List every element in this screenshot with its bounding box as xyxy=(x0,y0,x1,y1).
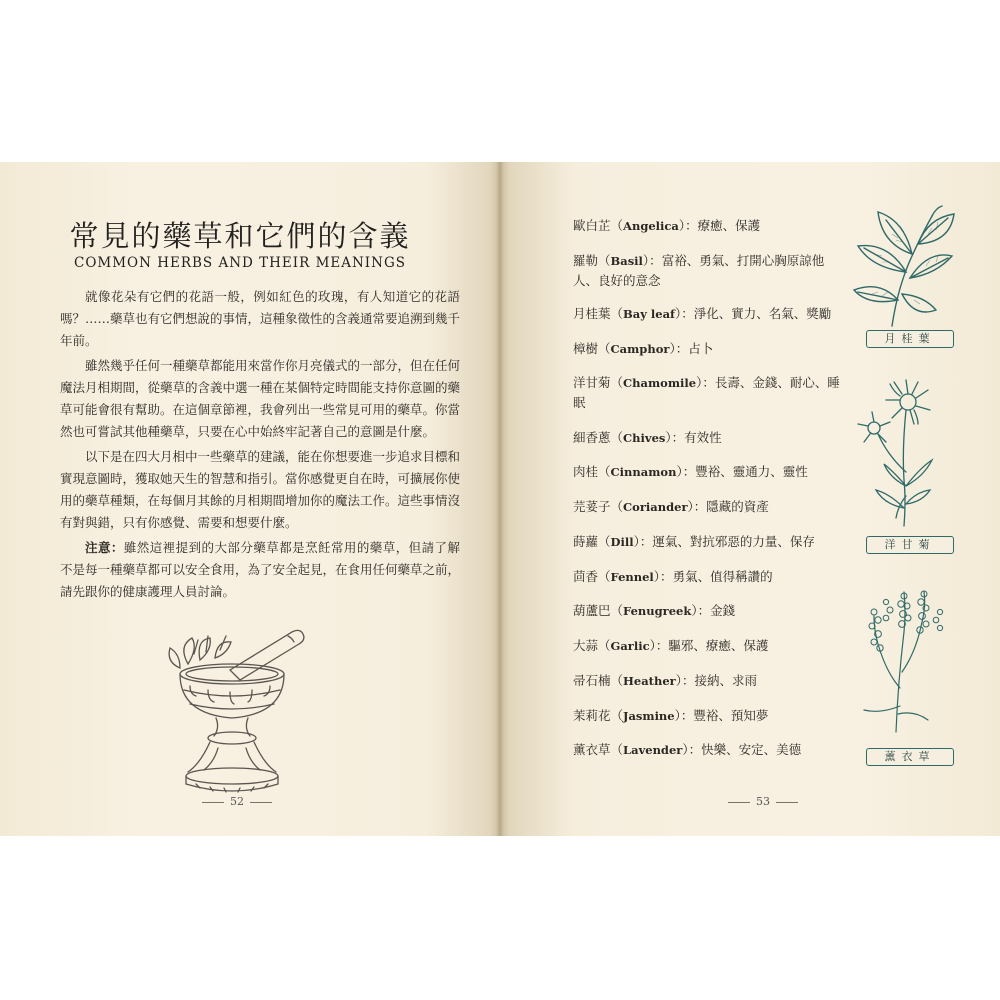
paragraph: 就像花朵有它們的花語一般，例如紅色的玫瑰，有人知道它的花語嗎？……藥草也有它們想說的事情，這種象徵性的含義通常要追溯到幾千年前。 xyxy=(60,289,461,348)
list-item: 芫荽子（Coriander）：隱藏的資產 xyxy=(573,499,769,514)
list-item: 月桂葉（Bay leaf）：淨化、實力、名氣、獎勵 xyxy=(573,306,832,321)
lavender-illustration xyxy=(856,588,952,734)
note-text: 雖然這裡提到的大部分藥草都是烹飪常用的藥草，但請了解不是每一種藥草都可以安全食用，為了安全起見，在食用任何藥草之前，請先跟你的健康護理人員討論。 xyxy=(60,540,461,599)
list-item: 茴香（Fennel）：勇氣、值得稱讚的 xyxy=(573,569,773,584)
paragraph: 以下是在四大月相中一些藥草的建議，能在你想要進一步追求目標和實現意圖時，獲取她天生的智慧和指引。當你感覺更自在時，可擴展你使用的藥草種類，在每個月其餘的月相期間增加你的魔法工作。這些事情沒有對與錯，只有你感覺、需要和想要什麼。 xyxy=(60,449,461,530)
illustration-label: 月桂葉 xyxy=(866,330,954,348)
list-item: 薰衣草（Lavender）：快樂、安定、美德 xyxy=(573,742,802,757)
illustration-label: 洋甘菊 xyxy=(866,536,954,554)
list-item: 蒔蘿（Dill）：運氣、對抗邪惡的力量、保存 xyxy=(573,534,815,549)
list-item: 葫蘆巴（Fenugreek）：金錢 xyxy=(573,603,736,618)
mortar-and-pestle-illustration xyxy=(160,624,320,796)
body-text xyxy=(60,286,460,606)
list-item: 羅勒（Basil）：富裕、勇氣、打開心胸原諒他人、良好的意念 xyxy=(573,253,825,288)
list-item: 樟樹（Camphor）：占卜 xyxy=(573,341,714,356)
note-label: 注意： xyxy=(85,540,124,555)
list-item: 肉桂（Cinnamon）：豐裕、靈通力、靈性 xyxy=(573,464,808,479)
bay-leaf-illustration xyxy=(852,204,956,328)
list-item: 帚石楠（Heather）：接納、求雨 xyxy=(573,673,757,688)
folio-ornament xyxy=(250,802,272,803)
illustration-label: 薰衣草 xyxy=(866,748,954,766)
folio-ornament xyxy=(202,802,224,803)
page-title: 常見的藥草和它們的含義 xyxy=(69,219,411,253)
list-item: 細香蔥（Chives）：有效性 xyxy=(573,430,722,445)
list-item: 洋甘菊（Chamomile）：長壽、金錢、耐心、睡眠 xyxy=(573,375,840,410)
folio-ornament xyxy=(776,802,798,803)
list-item: 大蒜（Garlic）：驅邪、療癒、保護 xyxy=(573,638,769,653)
page-number-left: 52 xyxy=(196,795,278,808)
paragraph: 雖然幾乎任何一種藥草都能用來當作你月亮儀式的一部分，但在任何魔法月相期間，從藥草的含義中選一種在某個特定時間能支持你意圖的藥草可能會很有幫助。在這個章節裡，我會列出一些常見可用的藥草。你當然也可嘗試其他種藥草，只要在心中始終牢記著自己的意圖是什麼。 xyxy=(60,358,461,439)
page-subtitle: COMMON HERBS AND THEIR MEANINGS xyxy=(74,255,406,271)
chamomile-illustration xyxy=(850,376,950,532)
book-gutter xyxy=(496,162,504,836)
note-paragraph xyxy=(60,537,460,603)
list-item: 歐白芷（Angelica）：療癒、保護 xyxy=(573,218,761,233)
list-item: 茉莉花（Jasmine）：豐裕、預知夢 xyxy=(573,708,769,723)
page-number-right: 53 xyxy=(722,795,804,808)
folio-ornament xyxy=(728,802,750,803)
